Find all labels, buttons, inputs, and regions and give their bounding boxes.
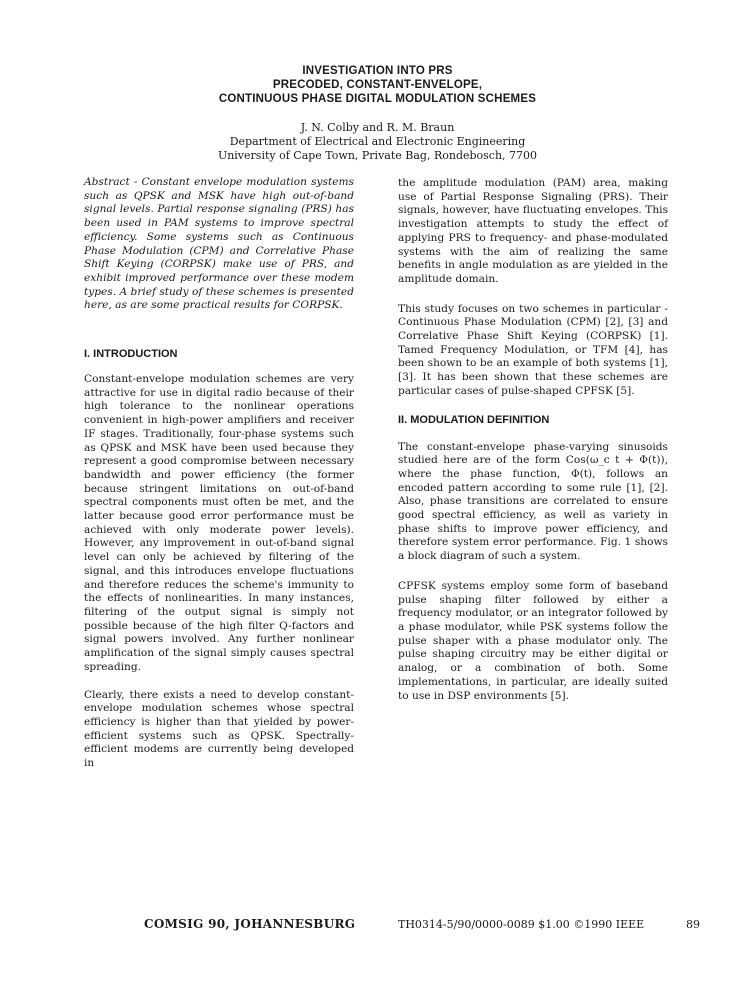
title-line-1: INVESTIGATION INTO PRS (302, 65, 453, 77)
footer-copyright-code: TH0314-5/90/0000-0089 $1.00 ©1990 IEEE (398, 918, 645, 931)
title-line-3: CONTINUOUS PHASE DIGITAL MODULATION SCHEMES (218, 93, 537, 105)
author-department: Department of Electrical and Electronic Engineering (229, 135, 526, 148)
introduction-paragraph-3: the amplitude modulation (PAM) area, making use of Partial Response Signaling (PRS). Their signals, however, have fluctuating envelopes. This investigation attempts to study the effect of applying PRS to frequency- and phase-modulated systems with the aim of realizing the same benefits in angle modulation as are yielded in the amplitude domain. (398, 177, 668, 285)
author-block (0, 121, 755, 163)
footer-conference: COMSIG 90, JOHANNESBURG (144, 917, 356, 931)
author-names: J. N. Colby and R. M. Braun (300, 121, 455, 134)
author-university: University of Cape Town, Private Bag, Rondebosch, 7700 (217, 149, 538, 162)
introduction-paragraph-1: Constant-envelope modulation schemes are very attractive for use in digital radio because of their high tolerance to the nonlinear operations convenient in high-power amplifiers and receiver IF stages. Traditionally, four-phase systems such as QPSK and MSK have been used because they represent a good compromise between necessary bandwidth and power efficiency (the former because stringent limitations on out-of-band spectral components must often be met, and the latter because good error performance must be achieved with only moderate power levels). However, any improvement in out-of-band signal level can only be achieved by filtering of the signal, and this introduces envelope fluctuations and therefore reduces the scheme's immunity to the effects of nonlinearities. In many instances, filtering of the output signal is simply not possible because of the high filter Q-factors and signal powers involved. Any further nonlinear amplification of the signal simply causes spectral spreading. (84, 373, 354, 673)
modulation-paragraph-2: CPFSK systems employ some form of baseband pulse shaping filter followed by either a frequency modulator, or an integrator followed by a phase modulator, while PSK systems follow the pulse shaper with a phase modulator only. The pulse shaping circuitry may be either digital or analog, or a combination of both. Some implementations, in particular, are ideally suited to use in DSP environments [5]. (398, 579, 668, 702)
right-column (398, 177, 668, 703)
title-line-2: PRECODED, CONSTANT-ENVELOPE, (272, 79, 483, 91)
left-column (84, 176, 354, 771)
footer-page-number: 89 (686, 918, 700, 931)
modulation-paragraph-1: The constant-envelope phase-varying sinusoids studied here are of the form Cos(ω_c t + Φ(t)), where the phase function, Φ(t), follows an encoded pattern according to some rule [1], [2]. Also, phase transitions are correlated to ensure good spectral efficiency, as well as variety in phase shifts to improve power efficiency, and therefore system error performance. Fig. 1 shows a block diagram of such a system. (398, 440, 668, 563)
page-footer (0, 917, 755, 935)
section-heading-modulation-definition: II. MODULATION DEFINITION (398, 413, 550, 426)
abstract: Abstract - Constant envelope modulation systems such as QPSK and MSK have high out-of-band signal levels. Partial response signaling (PRS) has been used in PAM systems to improve spectral efficiency. Some systems such as Continuous Phase Modulation (CPM) and Correlative Phase Shift Keying (CORPSK) make use of PRS, and exhibit improved performance over these modem types. A brief study of these schemes is presented here, as are some practical results for CORPSK. (84, 176, 354, 312)
section-heading-introduction: I. INTRODUCTION (84, 348, 178, 361)
introduction-paragraph-2: Clearly, there exists a need to develop constant-envelope modulation schemes whose spectral efficiency is higher than that yielded by power-efficient systems such as QPSK. Spectrally-efficient modems are currently being developed in (84, 688, 354, 770)
introduction-paragraph-4: This study focuses on two schemes in particular - Continuous Phase Modulation (CPM) [2], [3] and Correlative Phase Shift Keying (CORPSK) [1]. Tamed Frequency Modulation, or TFM [4], has been shown to be an example of both systems [1], [3]. It has been shown that these schemes are particular cases of pulse-shaped CPFSK [5]. (398, 302, 668, 397)
paper-title (0, 64, 755, 106)
